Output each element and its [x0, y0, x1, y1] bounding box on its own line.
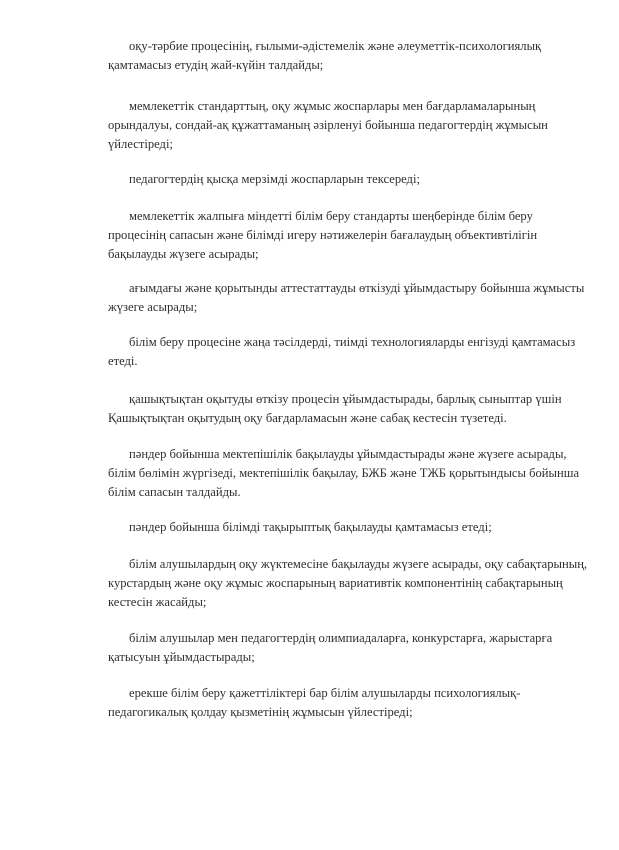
paragraph [108, 445, 580, 502]
paragraph [108, 390, 563, 428]
paragraph-line: білім беру процесіне жаңа тәсілдерді, тиімді технологияларды енгізуді қамтамасыз [129, 335, 576, 349]
paragraph [108, 518, 563, 537]
paragraph-line: мемлекеттік жалпыға міндетті білім беру стандарты шеңберінде білім беру [129, 209, 533, 223]
paragraph-line: орындалуы, сондай-ақ құжаттаманың әзірленуі бойынша педагогтердің жұмысын [108, 118, 548, 132]
paragraph-line: білім алушылардың оқу жүктемесіне бақылауды жүзеге асырады, оқу сабақтарының, [129, 557, 588, 571]
paragraph-line: оқу-тәрбие процесінің, ғылыми-әдістемелік және әлеуметтік-психологиялық [129, 39, 542, 53]
paragraph [108, 97, 563, 154]
paragraph-line: мемлекеттік стандарттың, оқу жұмыс жоспарлары мен бағдарламаларының [129, 99, 536, 113]
paragraph-line: пәндер бойынша білімді тақырыптық бақылауды қамтамасыз етеді; [129, 520, 492, 534]
paragraph-line: білім бөлімін жүргізеді, мектепішілік бақылау, БЖБ және ТЖБ қорытындысы бойынша [108, 466, 580, 480]
paragraph-line: ағымдағы және қорытынды аттестаттауды өткізуді ұйымдастыру бойынша жұмысты [129, 281, 585, 295]
paragraph [108, 555, 588, 612]
paragraph-line: процесінің сапасын және білімді игеру нәтижелерін бағалаудың объективтілігін [108, 228, 538, 242]
paragraph [108, 170, 563, 189]
paragraph-line: білім алушылар мен педагогтердің олимпиадаларға, конкурстарға, жарыстарға [129, 631, 553, 645]
paragraph-line: Қашықтықтан оқытудың оқу бағдарламасын және сабақ кестесін түзетеді. [108, 411, 507, 425]
paragraph-line: педагогикалық қолдау қызметінің жұмысын үйлестіреді; [108, 705, 413, 719]
paragraph-line: ерекше білім беру қажеттіліктері бар білім алушыларды психологиялық- [129, 686, 521, 700]
paragraph-line: педагогтердің қысқа мерзімді жоспарларын тексереді; [129, 172, 420, 186]
paragraph [108, 684, 563, 722]
paragraph-line: қамтамасыз етудің жай-күйін талдайды; [108, 58, 324, 72]
paragraph [108, 37, 563, 75]
paragraph [108, 279, 585, 317]
paragraph [108, 333, 576, 371]
paragraph-line: үйлестіреді; [108, 137, 173, 151]
paragraph-line: жүзеге асырады; [108, 300, 198, 314]
paragraph [108, 207, 563, 264]
paragraph-line: пәндер бойынша мектепішілік бақылауды ұйымдастырады және жүзеге асырады, [129, 447, 567, 461]
paragraph-line: етеді. [108, 354, 138, 368]
paragraph [108, 629, 563, 667]
paragraph-line: қашықтықтан оқытуды өткізу процесін ұйымдастырады, барлық сыныптар үшін [129, 392, 562, 406]
paragraph-line: білім сапасын талдайды. [108, 485, 241, 499]
paragraph-line: бақылауды жүзеге асырады; [108, 247, 259, 261]
paragraph-line: курстардың және оқу жұмыс жоспарының вариативтік компонентінің сабақтарының [108, 576, 563, 590]
paragraph-line: кестесін жасайды; [108, 595, 207, 609]
paragraph-line: қатысуын ұйымдастырады; [108, 650, 255, 664]
